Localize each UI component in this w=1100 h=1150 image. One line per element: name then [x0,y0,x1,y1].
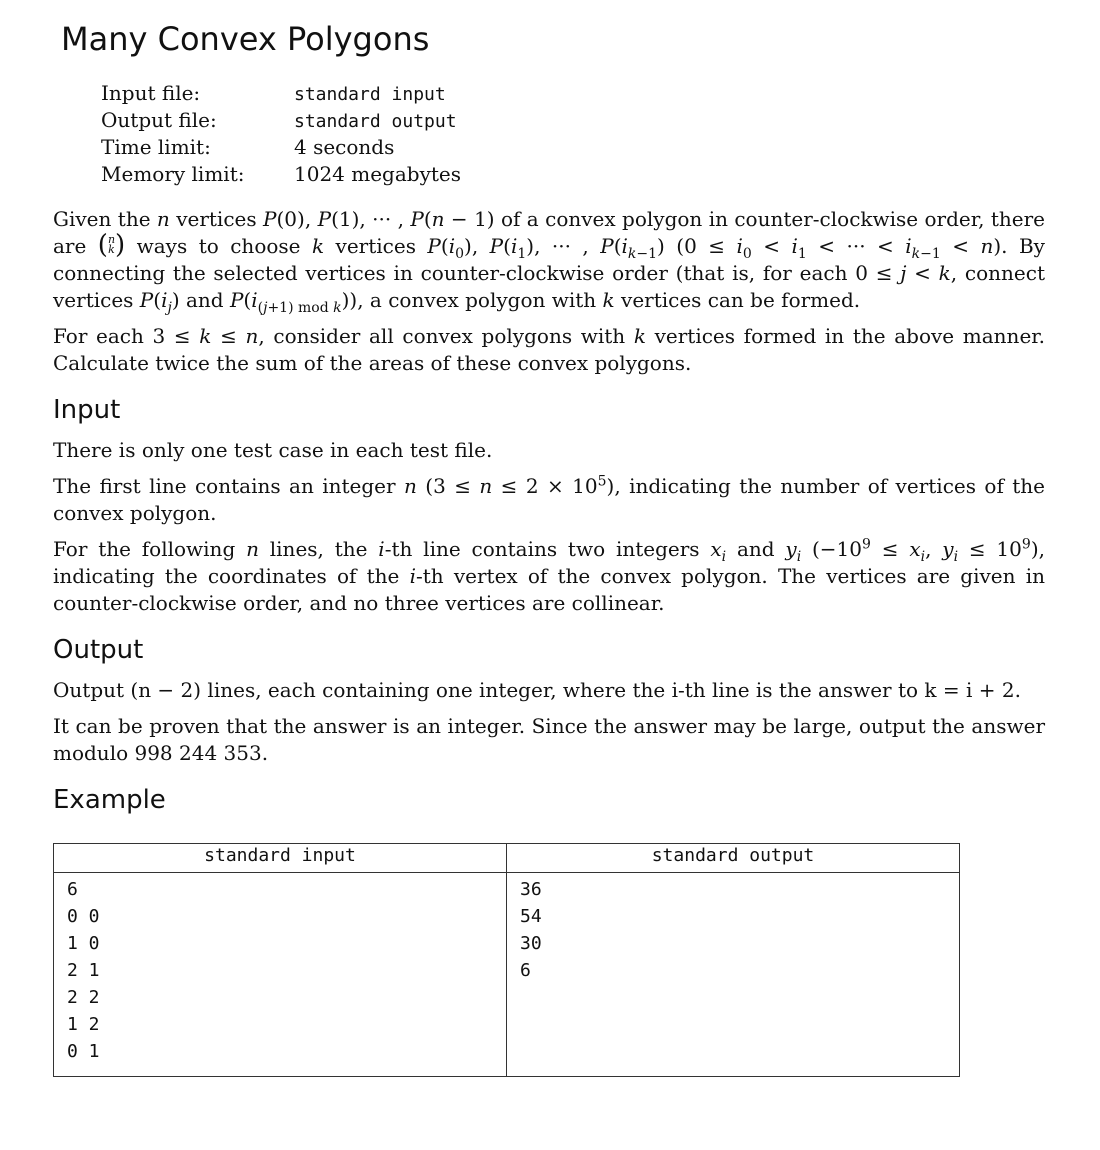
example-input-line: 1 0 [67,933,100,954]
limit-value: standard output [294,111,457,132]
example-input-lines [55,874,505,1075]
problem-title: Many Convex Polygons [61,20,430,58]
limit-value: 1024 megabytes [294,162,462,186]
limit-row [101,161,461,188]
limit-label: Memory limit: [101,162,245,186]
example-table [53,843,960,1077]
limit-row [101,80,461,107]
example-output-line: 54 [520,906,542,927]
example-input-line: 6 [67,879,78,900]
example-input-header: standard input [54,844,507,873]
example-input-line: 0 1 [67,1041,100,1062]
input-paragraph: For the following n lines, the i-th line contains two integers $x_i$ and $y_i$ ($-10^9 \le x_i$, $y_i \le 10^9$), indicating the coordinates of the i-th vertex of the convex polygon. The vertices are given in counter-clockwise order, and no three vertices are collinear. [53,536,1045,615]
limit-value: 4 seconds [294,135,395,159]
example-output-header: standard output [507,844,960,873]
example-input-line: 0 0 [67,906,100,927]
input-paragraph: There is only one test case in each test file. [53,438,493,462]
example-output-line: 30 [520,933,542,954]
limit-row [101,107,461,134]
output-heading: Output [53,635,144,665]
example-input-line: 1 2 [67,1014,100,1035]
input-heading: Input [53,395,121,425]
example-heading: Example [53,785,166,815]
example-output-line: 6 [520,960,531,981]
example-input-line: 2 1 [67,960,100,981]
example-input-line: 2 2 [67,987,100,1008]
input-paragraph: The first line contains an integer n $(3 \le n \le 2 \times 10^5)$, indicating the number of vertices of the convex polygon. [53,473,1046,525]
output-paragraph: Output (n − 2) lines, each containing one integer, where the i-th line is the answer to k = i + 2. [53,678,1021,702]
statement-paragraph: Given the n vertices P(0), P(1), ··· , P(n − 1) of a convex polygon in counter-clockwise order, there are ( n k ) ways to choose k vertices $P(i_0)$, $P(i_1)$, ··· , $P(i_{k-1}) (0 \le i_0 < i_1$ < ··· < $i_{k-1} < n$). By connecting the selected vertices in counter-clockwise order (that is, for each 0 ≤ j < k, connect vertices $P(i_j)$ and $P(i_{(j+1) mod k})$), a convex polygon with k vertices can be formed. [53,207,1046,316]
statement-paragraph: For each 3 ≤ k ≤ n, consider all convex polygons with k vertices formed in the above manner. Calculate twice the sum of the areas of these convex polygons. [53,324,1045,375]
output-paragraph: It can be proven that the answer is an integer. Since the answer may be large, output the answer modulo 998 244 353. [53,714,1045,765]
example-input-cell [54,873,507,1077]
example-output-line: 36 [520,879,542,900]
limit-row [101,134,461,161]
limit-label: Output file: [101,108,217,132]
example-output-lines [508,874,958,994]
limit-label: Time limit: [101,135,211,159]
limit-label: Input file: [101,81,201,105]
problem-limits [101,80,461,188]
problem-statement [53,206,1045,815]
limit-value: standard input [294,84,446,105]
example-output-cell [507,873,960,1077]
